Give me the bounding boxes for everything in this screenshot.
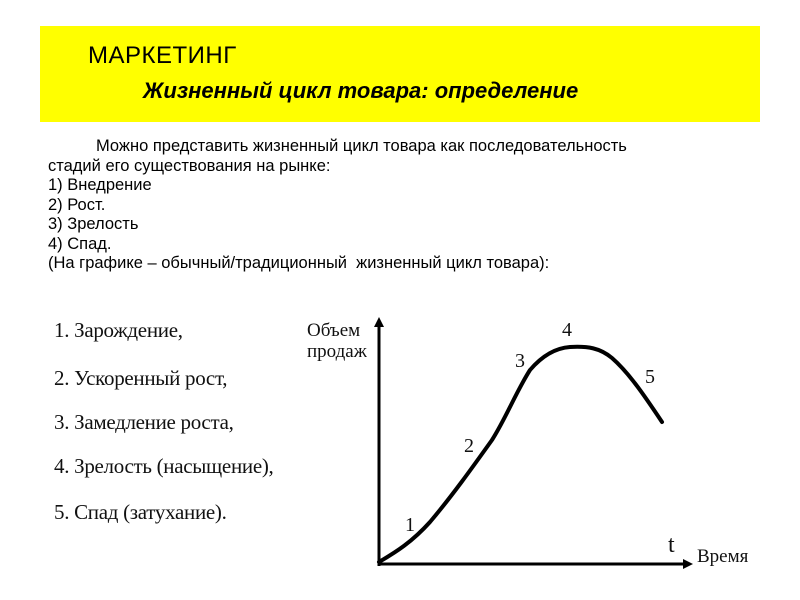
page-subtitle: Жизненный цикл товара: определение — [143, 78, 579, 103]
page-title: МАРКЕТИНГ — [88, 42, 237, 69]
y-axis-label-line1: Объем — [307, 320, 361, 341]
curve-marker-1: 1 — [405, 514, 415, 536]
stage-list-item-4: 4) Спад. — [48, 234, 112, 253]
curve-marker-3: 3 — [515, 350, 525, 372]
x-axis-symbol: t — [668, 532, 675, 558]
stage-list-item-3: 3) Зрелость — [48, 215, 139, 233]
curve-marker-2: 2 — [464, 435, 474, 457]
y-axis-label-line2: продаж — [307, 341, 367, 362]
stage-list-item-1: 1) Внедрение — [48, 176, 152, 194]
lifecycle-stage-3: 3. Замедление роста, — [54, 410, 234, 434]
stage-list-item-2: 2) Рост. — [48, 195, 106, 214]
lifecycle-stage-2: 2. Ускоренный рост, — [54, 366, 228, 390]
intro-line-1: Можно представить жизненный цикл товара как последовательность — [96, 137, 627, 155]
lifecycle-curve — [379, 347, 662, 562]
lifecycle-stage-4: 4. Зрелость (насыщение), — [54, 454, 274, 478]
curve-marker-4: 4 — [562, 319, 572, 341]
curve-marker-5: 5 — [645, 366, 655, 388]
chart-note: (На графике – обычный/традиционный жизненный цикл товара): — [48, 254, 550, 272]
intro-line-2: стадий его существования на рынке: — [48, 156, 331, 175]
lifecycle-stage-1: 1. Зарождение, — [54, 318, 183, 342]
x-axis-label: Время — [697, 546, 749, 567]
lifecycle-stage-5: 5. Спад (затухание). — [54, 500, 227, 524]
